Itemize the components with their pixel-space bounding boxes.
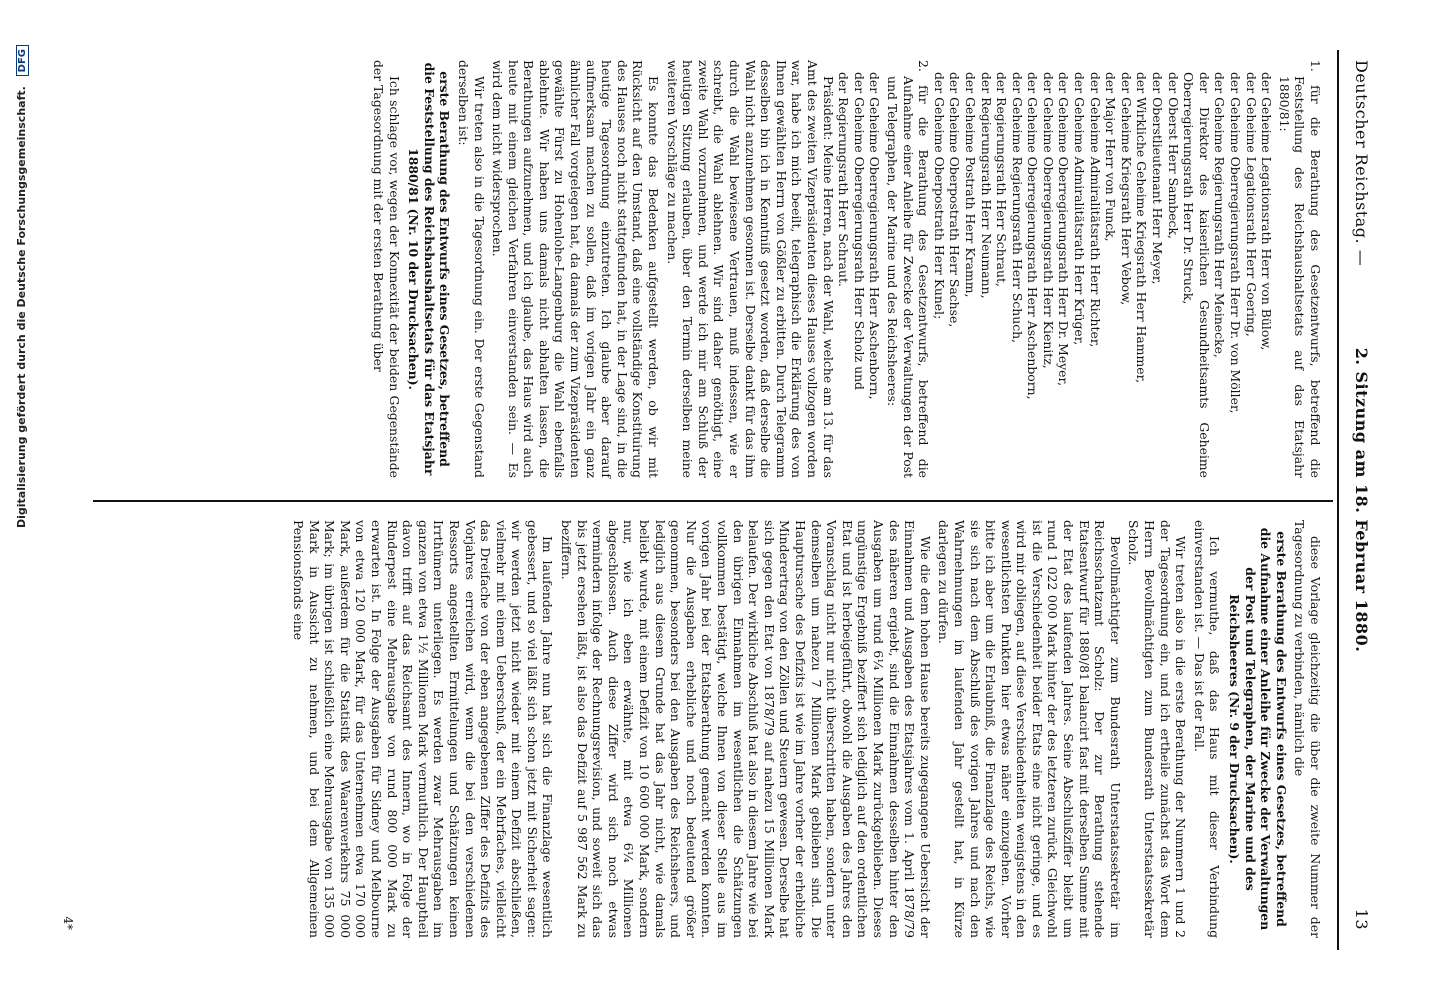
left-column-name: der Geheime Legationsrath Herr von Bülow,	[1259, 72, 1275, 351]
left-column-name: der Geheime Kriegsrath Herr Vebow,	[1118, 72, 1134, 306]
left-column-item: 1. für die Berathung des Gesetzentwurfs, betreffend die Feststellung des Reichshaushaltsetats auf das Etatsjahr 1880/81:	[1276, 60, 1323, 478]
right-column-para: Wir treten also in die erste Berathung der Nummern 1 und 2 der Tagesordnung ein, und ich ertheile zunächst das Wort dem Herrn Bevollmächtigten zum Bundesrath Unterstaatssekretär Scholz.	[1126, 520, 1189, 938]
right-column	[287, 520, 1323, 938]
right-column-para: Im laufenden Jahre nun hat sich die Finanzlage wesentlich gebessert, und so viel läßt sich schon jetzt mit Sicherheit sagen: wir werden jetzt nicht wieder mit einem Defizit abschließen, vielmehr mit einem Ueberschuß, der ein Mehrfaches, vielleicht das Dreifache von der eben angegebenen Ziffer des Defizits des Vorjahres erreichen wird, wenn die bei den verschiedenen Ressorts angestellten Ermittelungen und Schätzungen keinen Irrthümern unterliegen. Es werden zwar Mehrausgaben im ganzen von etwa 1½ Millionen Mark vermuthlich. Der Hauptheil davon trifft auf das Reichsamt des Innern, wo in Folge der Rinderpest eine Mehrausgabe von rund 800 000 Mark zu erwarten ist. In Folge der Ausgaben für Sidney und Melbourne von etwa 120 000 Mark, für das Unternehmen etwa 170 000 Mark, außerdem für die Statistik des Waarenverkehrs 75 000 Mark; im übrigen ist schließlich eine Mehrausgabe von 135 000 Mark in Aussicht zu nehmen, und bei dem Allgemeinen Pensionsfonds eine	[291, 520, 556, 938]
left-column-name: der Geheime Regierungsrath Herr Schuch,	[1009, 72, 1025, 344]
left-column-name: der Geheime Oberregierungsrath Herr Dr. Meyer,	[1056, 72, 1072, 387]
dfg-logo-icon: DFG	[16, 45, 29, 76]
page-header	[1341, 30, 1381, 970]
left-column-para: Ich schlage vor, wegen der Konnexität der beiden Gegenstände der Tagesordnung mit der ersten Berathung über	[370, 60, 402, 478]
left-column-para: Präsident: Meine Herren, nach der Wahl, welche am 13. für das Amt des zweiten Vizepräsidenten dieses Hauses vollzogen worden war, habe ich mich beeilt, telegraphisch die Erklärung des von Ihnen gewählten Herrn von Gößler zu erbitten. Durch Telegramm desselben bin ich in Kenntniß gesetzt worden, daß derselbe die Wahl nicht anzunehmen gesonnen ist. Derselbe dankt für das ihm durch die Wahl bewiesene Vertrauen, muß indessen, wie er schreibt, die Wahl ablehnen. Wir sind daher genöthigt, eine zweite Wahl vorzunehmen, und werde ich mir am Schluß der heutigen Sitzung erlauben, über den Termin derselben meine weiteren Vorschläge zu machen.	[664, 60, 836, 478]
signature-mark: 4*	[61, 916, 75, 930]
header-publication: Deutscher Reichstag. —	[1352, 60, 1371, 267]
left-column-name: der Oberst Herr Sambeck,	[1165, 72, 1181, 239]
left-column-name: der Geheime Oberregierungsrath Herr Dr. von Möller,	[1228, 72, 1244, 414]
digitization-attribution	[15, 45, 45, 945]
right-column-center: erste Berathung des Entwurfs eines Gesetzes, betreffend die Aufnahme einer Anleihe für Zwecke der Verwaltungen der Post und Telegraphen, der Marine und des Reichsheeres (Nr. 9 der Drucksachen).	[1227, 527, 1289, 931]
right-column-para: Bevollmächtigter zum Bundesrath Unterstaatssekretär im Reichsschatzamt Scholz: Der zur Berathung stehende Etatsentwurf für 1880/81 balancirt fast mit derselben Summe mit der Etat des laufenden Jahres. Seine Abschlußziffer bleibt um rund 1 022 000 Mark hinter der des letzteren zurück. Gleichwohl ist die Verschiedenheit beider Etats eine nicht geringe, und es wird mir obliegen, auf diese Verschiedenheiten wenigstens in den wesentlichsten Punkten hier etwas näher einzugehen. Vorher bitte ich aber um die Erlaubniß, die Finanzlage des Reichs, wie sie sich nach dem Abschluß des vorigen Jahres und nach den Wahrnehmungen im laufenden Jahr gestellt hat, in Kürze darlegen zu dürfen.	[936, 520, 1123, 938]
left-column-name: der Geheime Oberregierungsrath Herr Aschenborn,	[1025, 72, 1041, 400]
header-rule	[1337, 50, 1339, 950]
left-column-name: der Geheime Regierungsrath Herr Meinecke,	[1212, 72, 1228, 358]
left-column	[367, 60, 1323, 478]
left-column-name: der Geheime Oberpostrath Herr Sachse,	[947, 72, 963, 328]
left-column-name: der Geheime Admiralitätsrath Herr Richter,	[1087, 72, 1103, 348]
right-column-para: diese Vorlage gleichzeitig die über die zweite Nummer der Tagesordnung zu verbinden, nämlich die	[1292, 520, 1323, 938]
left-column-name: der Geheime Oberregierungsrath Herr Scholz und	[851, 72, 867, 390]
left-column-name: der Geheime Postrath Herr Kramm,	[962, 72, 978, 298]
right-column-para: Ich vermuthe, daß das Haus mit dieser Verbindung einverstanden ist. — Das ist der Fall.	[1191, 520, 1223, 938]
left-column-name: der Geheime Legationsrath Herr Goering,	[1243, 72, 1259, 337]
left-column-name: der Regierungsrath Herr Schraut.	[836, 72, 852, 287]
left-column-item: 2. für die Berathung des Gesetzentwurfs, betreffend die Aufnahme einer Anleihe für Zwecke der Verwaltungen der Post und Telegraphen, der Marine und des Reichsheeres:	[884, 60, 932, 478]
left-column-name: der Oberstlieutenant Herr Meyer,	[1150, 72, 1166, 285]
left-column-name: der Geheime Oberregierungsrath Herr Kienitz,	[1040, 72, 1056, 369]
left-column-name: der Direktor des kaiserlichen Gesundheitsamts Geheime Oberregierungsrath Herr Dr. Struck,	[1181, 72, 1212, 478]
left-column-para: Es konnte das Bedenken aufgestellt werden, ob wir mit Rücksicht auf den Umstand, daß eine vollständige Konstituirung des Hauses noch nicht stattgefunden hat, in der Lage sind, in die heutige Tagesordnung einzutreten. Ich glaube aber darauf aufmerksam machen zu sollen, daß im vorigen Jahr ein ganz ähnlicher Fall vorgelegen hat, da damals der zum Vizepräsidenten gewählte Fürst zu Hohenlohe-Langenburg die Wahl ebenfalls ablehnte. Wir haben uns damals nicht abhalten lassen, die Berathungen aufzunehmen, und ich glaube, das Haus wird auch heute mit einem gleichen Verfahren einverstanden sein. — Es wird dem nicht widersprochen.	[490, 60, 662, 478]
left-column-center: erste Berathung des Entwurfs eines Gesetzes, betreffend die Feststellung des Reichshaushaltsetats für das Etatsjahr 1880/81 (Nr. 10 der Drucksachen).	[406, 62, 453, 476]
left-column-name: der Regierungsrath Herr Schraut,	[994, 72, 1010, 287]
left-column-para: Wir treten also in die Tagesordnung ein. Der erste Gegenstand derselben ist:	[455, 60, 487, 478]
column-divider	[93, 500, 1333, 502]
left-column-name: der Regierungsrath Herr Neumann,	[978, 72, 994, 299]
left-column-name: der Geheime Oberpostrath Herr Kunel;	[931, 72, 947, 320]
left-column-name: der Geheime Admiralitätsrath Herr Krüger,	[1072, 72, 1088, 346]
document-page	[51, 30, 1381, 970]
page-number: 13	[1352, 908, 1371, 930]
right-column-para: Wie die dem hohen Hause bereits zugegangene Uebersicht der Einnahmen und Ausgaben des Etatsjahres vom 1. April 1878/79 des näheren ergiebt, sind die Einnahmen desselben hinter den Ausgaben um rund 6¼ Millionen Mark zurückgeblieben. Dieses ungünstige Ergebniß beziffert sich lediglich auf den ordentlichen Etat und ist herbeigeführt, obwohl die Ausgaben des Jahres den Voranschlag nicht nur nicht überschritten haben, sondern unter demselben um nahezu 7 Millionen Mark geblieben sind. Die Hauptursache des Defizits ist wie im Jahre vorher der erhebliche Minderertrag von den Zöllen und Steuern gewesen. Derselbe hat sich gegen den Etat von 1878/79 auf nahezu 15 Millionen Mark belaufen. Der wirkliche Abschluß hat also in diesem Jahre wie bei den übrigen Einnahmen im wesentlichen die Schätzungen vollkommen bestätigt, welche Ihnen von dieser Stelle aus im vorigen Jahr bei der Etatsberathung gemacht werden konnten. Nur die Ausgaben erhebliche und noch bedeutend größer genommen, besonders bei den Ausgaben des Reichsheers, und lediglich aus diesem Grunde hat das Jahr nicht, wie damals beliebt wurde, mit einem Defizit von 10 600 000 Mark, sondern nur, wie ich eben erwähnte, mit etwa 6¼ Millionen abgeschlossen. Auch diese Ziffer wird sich noch etwas vermindern infolge der Rechnungsrevision, und soweit sich das bis jetzt ersehen läßt, ist also das Defizit auf 5 987 562 Mark zu beziffern.	[559, 520, 933, 938]
left-column-name: der Major Herr von Funck,	[1103, 72, 1119, 242]
left-column-name: der Geheime Oberregierungsrath Herr Aschenborn,	[867, 72, 883, 400]
header-session: 2. Sitzung am 18. Februar 1880.	[1352, 347, 1371, 653]
attribution-text: Digitalisierung gefördert durch die Deutsche Forschungsgemeinschaft.	[15, 86, 28, 529]
left-column-name: der Wirkliche Geheime Kriegsrath Herr Hammer,	[1134, 72, 1150, 384]
